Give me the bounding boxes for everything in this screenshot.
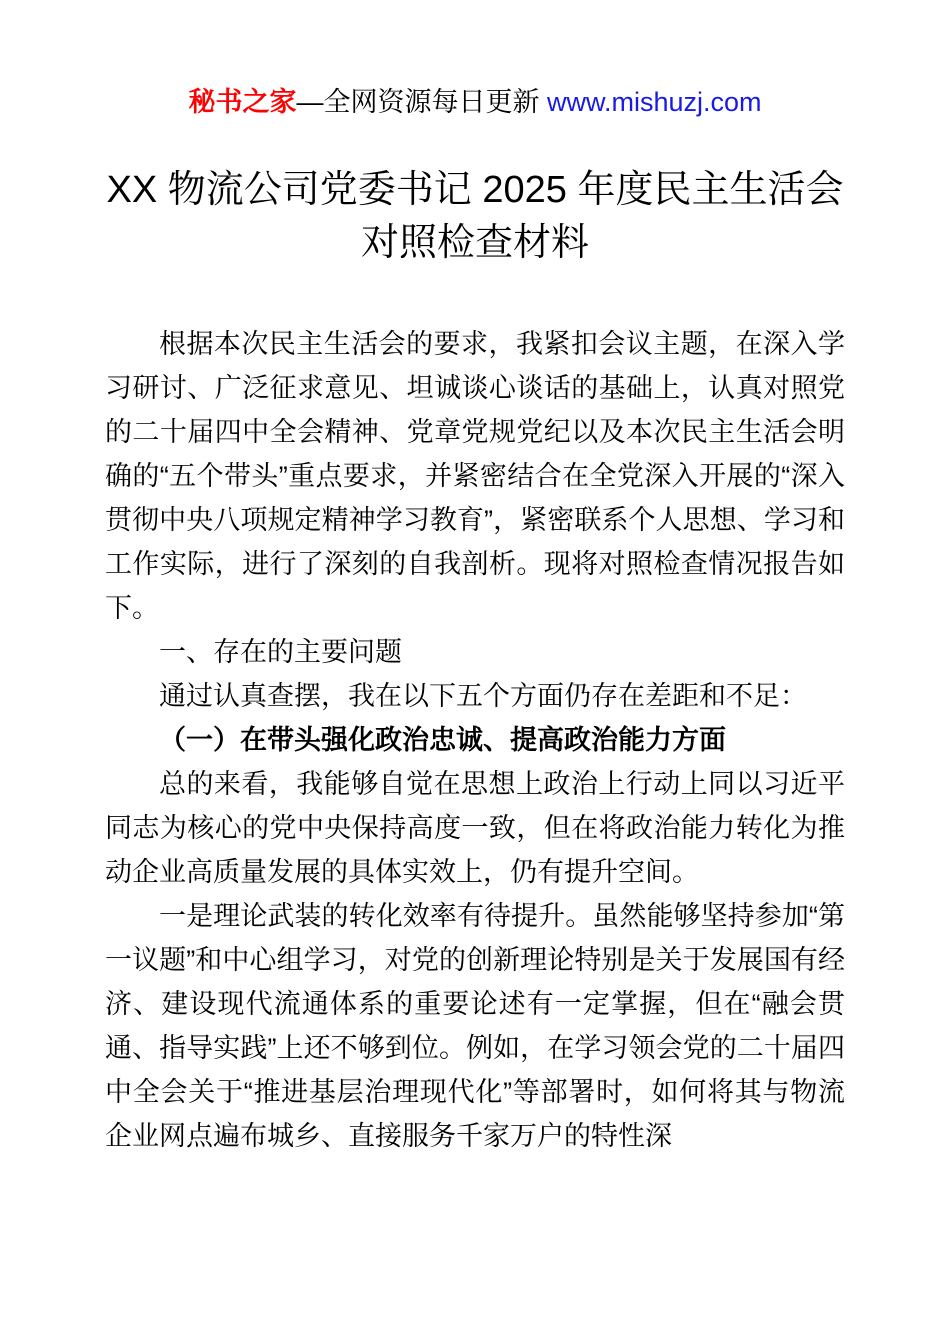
site-header	[0, 0, 950, 120]
site-tagline: —全网资源每日更新	[296, 87, 547, 117]
subsection-heading-political-loyalty: （一）在带头强化政治忠诚、提高政治能力方面	[159, 725, 726, 755]
site-brand: 秘书之家	[188, 87, 297, 117]
section-heading-main-problems: 一、存在的主要问题	[159, 637, 402, 667]
paragraph-lead-in: 通过认真查摆，我在以下五个方面仍存在差距和不足：	[159, 681, 807, 711]
paragraph-overall-assessment: 总的来看，我能够自觉在思想上政治上行动上同以习近平同志为核心的党中央保持高度一致，但在将政治能力转化为推动企业高质量发展的具体实效上，仍有提升空间。	[105, 769, 845, 887]
document-body	[105, 322, 845, 1158]
document-title	[0, 164, 950, 270]
site-url-link[interactable]: www.mishuzj.com	[546, 87, 762, 117]
paragraph-theory-application: 一是理论武装的转化效率有待提升。虽然能够坚持参加“第一议题”和中心组学习，对党的创新理论特别是关于发展国有经济、建设现代流通体系的重要论述有一定掌握，但在“融会贯通、指导实践”上还不够到位。例如，在学习领会党的二十届四中全会关于“推进基层治理现代化”等部署时，如何将其与物流企业网点遍布城乡、直接服务千家万户的特性深	[105, 901, 845, 1151]
paragraph-intro: 根据本次民主生活会的要求，我紧扣会议主题，在深入学习研讨、广泛征求意见、坦诚谈心谈话的基础上，认真对照党的二十届四中全会精神、党章党规党纪以及本次民主生活会明确的“五个带头”重点要求，并紧密结合在全党深入开展的“深入贯彻中央八项规定精神学习教育”，紧密联系个人思想、学习和工作实际，进行了深刻的自我剖析。现将对照检查情况报告如下。	[105, 329, 845, 623]
document-title-line1: XX 物流公司党委书记 2025 年度民主生活会	[106, 169, 844, 211]
document-title-line2: 对照检查材料	[360, 222, 589, 264]
